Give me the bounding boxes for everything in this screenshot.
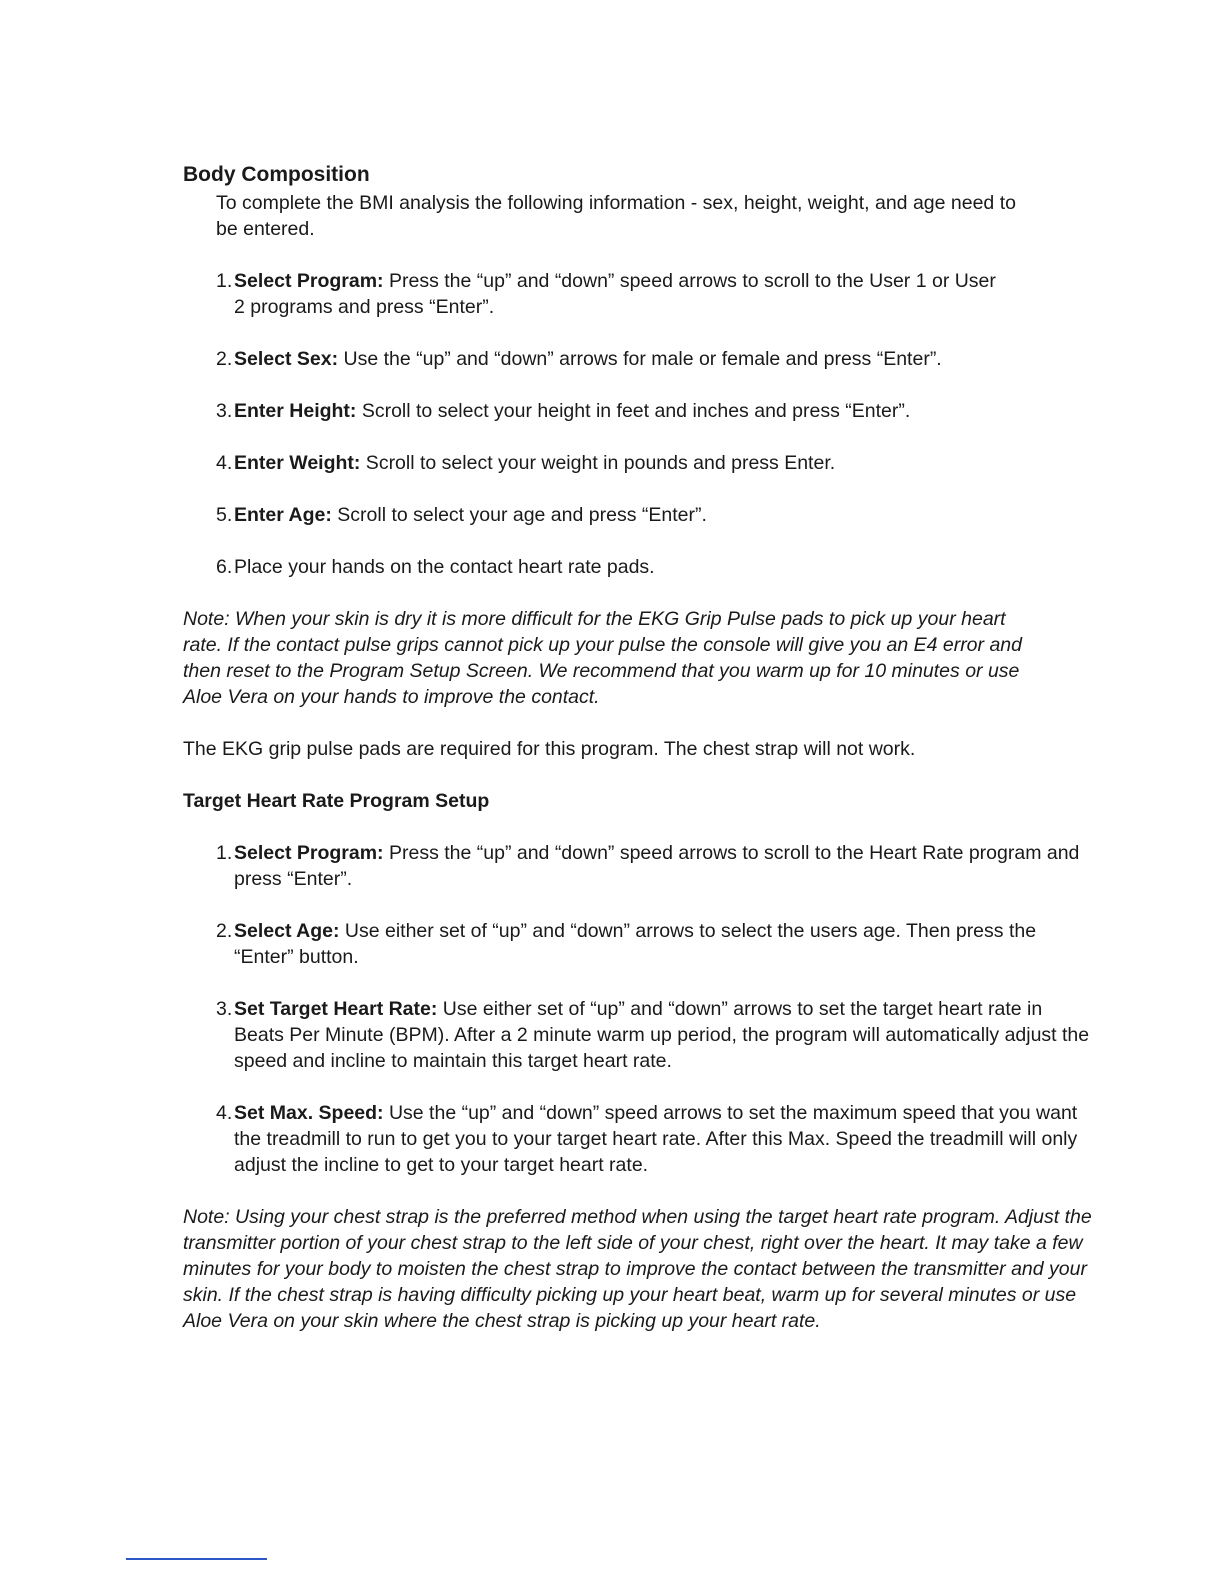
- step-text: Scroll to select your height in feet and inches and press “Enter”.: [356, 400, 911, 422]
- target-heart-rate-steps: [183, 840, 1093, 1178]
- target-heart-rate-note: Note: Using your chest strap is the preferred method when using the target heart rate program. Adjust the transmitter portion of your chest strap to the left side of your chest, right over the heart. It may take a few minutes for your body to moisten the chest strap to improve the contact between the transmitter and your skin. If the chest strap is having difficulty picking up your heart beat, warm up for several minutes or use Aloe Vera on your skin where the chest strap is picking up your heart rate.: [183, 1206, 1092, 1332]
- body-composition-note: Note: When your skin is dry it is more difficult for the EKG Grip Pulse pads to pick up your heart rate. If the contact pulse grips cannot pick up your pulse the console will give you an E4 error and then reset to the Program Setup Screen. We recommend that you warm up for 10 minutes or use Aloe Vera on your hands to improve the contact.: [183, 608, 1022, 708]
- list-item: [183, 840, 1093, 892]
- list-item: [183, 1100, 1093, 1178]
- step-number: 6.: [216, 556, 233, 578]
- list-item: [183, 346, 1003, 372]
- body-composition-intro: To complete the BMI analysis the following information - sex, height, weight, and age need to be entered.: [216, 192, 1016, 240]
- step-label: Enter Weight:: [234, 452, 361, 474]
- step-text: Use the “up” and “down” arrows for male or female and press “Enter”.: [338, 348, 942, 370]
- step-number: 5.: [216, 504, 233, 526]
- step-text: Press the “up” and “down” speed arrows to scroll to the User 1 or User 2 programs and press “Enter”.: [234, 270, 996, 318]
- ekg-requirement-text: The EKG grip pulse pads are required for this program. The chest strap will not work.: [183, 738, 916, 760]
- list-item: [183, 398, 1003, 424]
- step-number: 1.: [216, 270, 233, 292]
- step-number: 4.: [216, 452, 233, 474]
- step-text: Place your hands on the contact heart rate pads.: [234, 556, 655, 578]
- list-item: [183, 450, 1003, 476]
- step-text: Press the “up” and “down” speed arrows to scroll to the Heart Rate program and press “Enter”.: [234, 842, 1080, 890]
- step-number: 2.: [216, 348, 233, 370]
- list-item: [183, 502, 1003, 528]
- document-page: [183, 160, 1103, 1334]
- step-number: 3.: [216, 998, 233, 1020]
- step-label: Set Target Heart Rate:: [234, 998, 438, 1020]
- section-title-body-composition: Body Composition: [183, 163, 370, 186]
- step-text: Use either set of “up” and “down” arrows to select the users age. Then press the “Enter” button.: [234, 920, 1037, 968]
- step-number: 3.: [216, 400, 233, 422]
- list-item: [183, 918, 1093, 970]
- step-number: 2.: [216, 920, 233, 942]
- step-label: Select Sex:: [234, 348, 339, 370]
- step-label: Select Program:: [234, 842, 384, 864]
- step-text: Use either set of “up” and “down” arrows to set the target heart rate in Beats Per Minute (BPM). After a 2 minute warm up period, the program will automatically adjust the speed and incline to maintain this target heart rate.: [234, 998, 1090, 1072]
- step-label: Enter Age:: [234, 504, 332, 526]
- footer-rule: [126, 1558, 267, 1560]
- list-item: [183, 268, 1003, 320]
- list-item: [183, 554, 1003, 580]
- step-text: Scroll to select your weight in pounds and press Enter.: [360, 452, 836, 474]
- step-number: 4.: [216, 1102, 233, 1124]
- step-label: Select Program:: [234, 270, 384, 292]
- step-label: Enter Height:: [234, 400, 357, 422]
- body-composition-steps: [183, 268, 1003, 580]
- section-title-target-heart-rate: Target Heart Rate Program Setup: [183, 790, 490, 812]
- step-text: Use the “up” and “down” speed arrows to set the maximum speed that you want the treadmill to run to get you to your target heart rate. After this Max. Speed the treadmill will only adjust the incline to get to your target heart rate.: [234, 1102, 1078, 1176]
- step-label: Set Max. Speed:: [234, 1102, 384, 1124]
- list-item: [183, 996, 1093, 1074]
- step-number: 1.: [216, 842, 233, 864]
- step-text: Scroll to select your age and press “Enter”.: [331, 504, 707, 526]
- step-label: Select Age:: [234, 920, 340, 942]
